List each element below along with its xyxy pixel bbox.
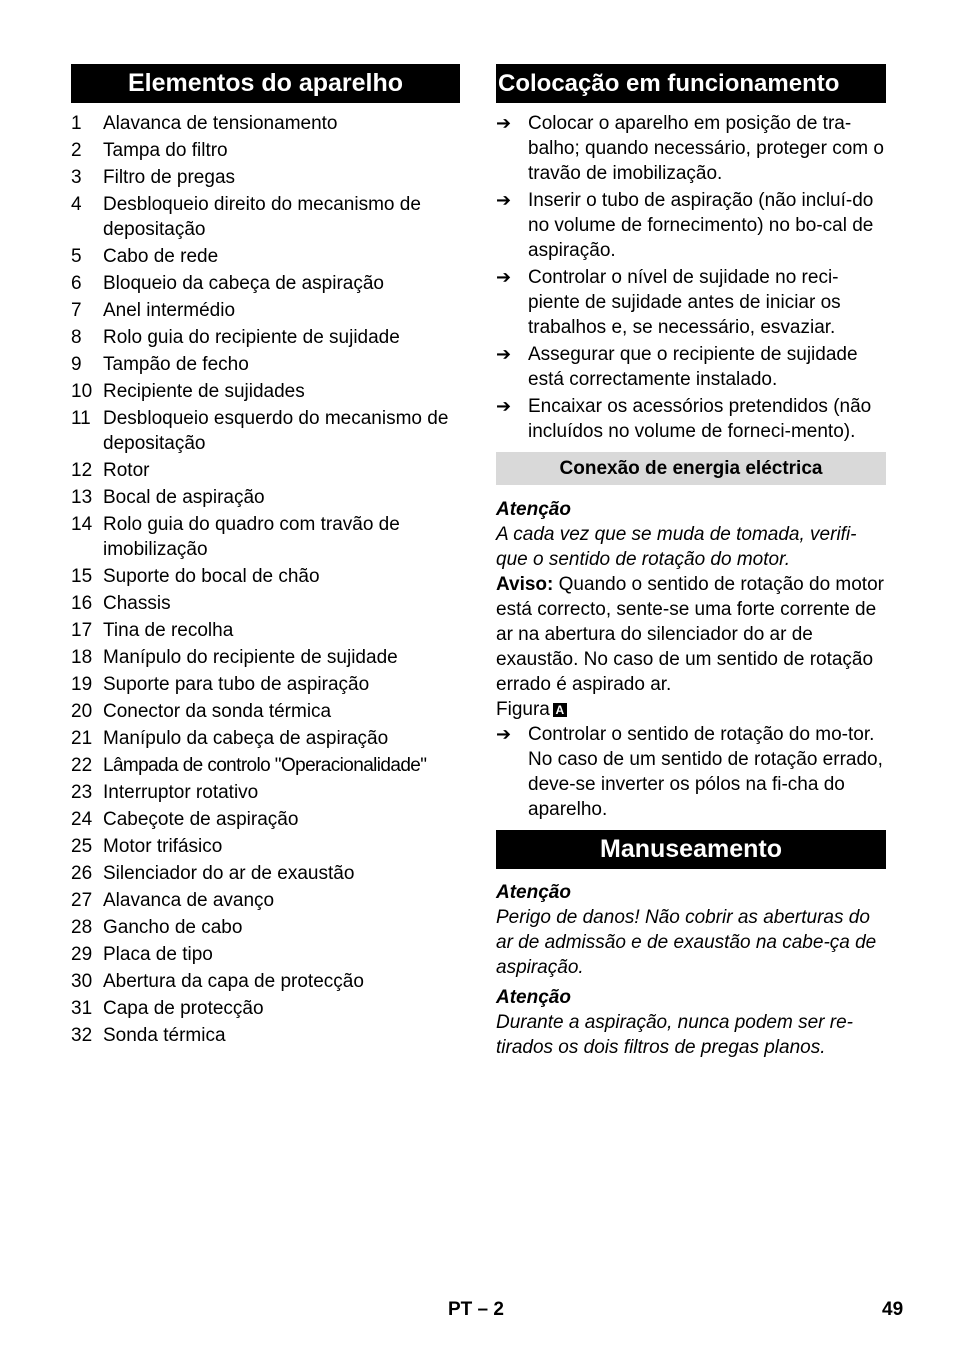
list-item bbox=[71, 1023, 460, 1048]
item-text: Anel intermédio bbox=[103, 300, 236, 321]
parts-list bbox=[71, 111, 460, 1048]
figura-line bbox=[496, 697, 886, 722]
item-number: 3 bbox=[71, 167, 82, 188]
item-number: 21 bbox=[71, 728, 93, 749]
heading-colocacao: Colocação em funcionamento bbox=[496, 64, 886, 103]
item-text: Cabo de rede bbox=[103, 246, 219, 267]
item-number: 30 bbox=[71, 971, 93, 992]
item-text: Manípulo da cabeça de aspiração bbox=[103, 728, 389, 749]
item-text: Interruptor rotativo bbox=[103, 782, 259, 803]
setup-steps bbox=[496, 111, 886, 444]
step-text: Controlar o sentido de rotação do mo-tor. No caso de um sentido de rotação errado, deve-se inverter os pólos na fi-cha do aparelho. bbox=[528, 724, 883, 820]
attention-text: Perigo de danos! Não cobrir as aberturas do ar de admissão e de exaustão na cabe-ça de aspiração. bbox=[496, 907, 877, 978]
list-item bbox=[71, 244, 460, 269]
list-item bbox=[71, 111, 460, 136]
item-text: Bocal de aspiração bbox=[103, 487, 265, 508]
item-text: Manípulo do recipiente de sujidade bbox=[103, 647, 398, 668]
list-item bbox=[71, 406, 460, 456]
list-item bbox=[71, 138, 460, 163]
item-number: 20 bbox=[71, 701, 93, 722]
aviso-text: Quando o sentido de rotação do motor está correcto, sente-se uma forte corrente de ar na abertura do silenciador do ar de exaustão. No caso de um sentido de rotação errado é aspirado ar. bbox=[496, 574, 884, 695]
item-text: Alavanca de avanço bbox=[103, 890, 275, 911]
list-item bbox=[71, 807, 460, 832]
item-text: Tampão de fecho bbox=[103, 354, 249, 375]
item-text: Desbloqueio direito do mecanismo de depositação bbox=[103, 194, 421, 240]
list-item bbox=[71, 861, 460, 886]
item-text: Motor trifásico bbox=[103, 836, 223, 857]
item-number: 22 bbox=[71, 755, 93, 776]
item-number: 25 bbox=[71, 836, 93, 857]
item-number: 8 bbox=[71, 327, 82, 348]
item-text: Recipiente de sujidades bbox=[103, 381, 305, 402]
item-text: Sonda térmica bbox=[103, 1025, 226, 1046]
item-text: Rolo guia do recipiente de sujidade bbox=[103, 327, 400, 348]
step-item bbox=[496, 111, 886, 186]
item-number: 1 bbox=[71, 113, 82, 134]
list-item bbox=[71, 888, 460, 913]
item-number: 24 bbox=[71, 809, 93, 830]
attention-text: A cada vez que se muda de tomada, verifi-que o sentido de rotação do motor. bbox=[496, 524, 857, 570]
item-text: Conector da sonda térmica bbox=[103, 701, 332, 722]
step-text: Controlar o nível de sujidade no reci-piente de sujidade antes de iniciar os trabalhos e, se necessário, esvaziar. bbox=[528, 267, 841, 338]
item-text: Lâmpada de controlo "Operacionalidade" bbox=[103, 755, 427, 776]
step-item bbox=[496, 188, 886, 263]
list-item bbox=[71, 996, 460, 1021]
arrow-icon: ➔ bbox=[496, 267, 512, 287]
item-number: 9 bbox=[71, 354, 82, 375]
arrow-icon: ➔ bbox=[496, 724, 512, 744]
item-number: 28 bbox=[71, 917, 93, 938]
item-number: 7 bbox=[71, 300, 82, 321]
attention-label: Atenção bbox=[496, 882, 571, 903]
left-column bbox=[71, 64, 460, 1050]
figure-ref-icon: A bbox=[553, 703, 567, 717]
heading-manuseamento: Manuseamento bbox=[496, 830, 886, 869]
list-item bbox=[71, 192, 460, 242]
item-number: 26 bbox=[71, 863, 93, 884]
list-item bbox=[71, 780, 460, 805]
item-text: Tina de recolha bbox=[103, 620, 234, 641]
item-number: 11 bbox=[71, 408, 91, 429]
list-item bbox=[71, 672, 460, 697]
item-number: 14 bbox=[71, 514, 93, 535]
list-item bbox=[71, 969, 460, 994]
list-item bbox=[71, 271, 460, 296]
arrow-icon: ➔ bbox=[496, 344, 512, 364]
right-column bbox=[496, 64, 886, 1060]
list-item bbox=[71, 352, 460, 377]
item-number: 2 bbox=[71, 140, 82, 161]
item-number: 17 bbox=[71, 620, 93, 641]
item-text: Capa de protecção bbox=[103, 998, 264, 1019]
item-number: 16 bbox=[71, 593, 93, 614]
heading-conexao: Conexão de energia eléctrica bbox=[496, 452, 886, 485]
list-item bbox=[71, 753, 460, 778]
item-text: Bloqueio da cabeça de aspiração bbox=[103, 273, 384, 294]
list-item bbox=[71, 942, 460, 967]
item-number: 23 bbox=[71, 782, 93, 803]
item-text: Chassis bbox=[103, 593, 171, 614]
step-rotation bbox=[496, 722, 886, 822]
item-number: 27 bbox=[71, 890, 93, 911]
item-number: 31 bbox=[71, 998, 93, 1019]
step-item bbox=[496, 265, 886, 340]
list-item bbox=[71, 298, 460, 323]
item-number: 10 bbox=[71, 381, 93, 402]
list-item bbox=[71, 325, 460, 350]
arrow-icon: ➔ bbox=[496, 396, 512, 416]
step-item bbox=[496, 394, 886, 444]
aviso-paragraph bbox=[496, 572, 886, 697]
attention-label: Atenção bbox=[496, 987, 571, 1008]
list-item bbox=[71, 512, 460, 562]
item-text: Tampa do filtro bbox=[103, 140, 228, 161]
list-item bbox=[71, 591, 460, 616]
item-text: Alavanca de tensionamento bbox=[103, 113, 338, 134]
item-number: 32 bbox=[71, 1025, 93, 1046]
item-text: Gancho de cabo bbox=[103, 917, 243, 938]
attention-label: Atenção bbox=[496, 499, 571, 520]
arrow-icon: ➔ bbox=[496, 113, 512, 133]
item-number: 6 bbox=[71, 273, 82, 294]
footer-section: PT – 2 bbox=[448, 1299, 504, 1320]
list-item bbox=[71, 379, 460, 404]
item-text: Suporte do bocal de chão bbox=[103, 566, 320, 587]
item-text: Placa de tipo bbox=[103, 944, 213, 965]
step-text: Assegurar que o recipiente de sujidade está correctamente instalado. bbox=[528, 344, 858, 390]
item-text: Desbloqueio esquerdo do mecanismo de depositação bbox=[103, 408, 449, 454]
list-item bbox=[71, 699, 460, 724]
figura-label: Figura bbox=[496, 699, 550, 720]
item-text: Filtro de pregas bbox=[103, 167, 236, 188]
arrow-icon: ➔ bbox=[496, 190, 512, 210]
item-number: 5 bbox=[71, 246, 82, 267]
list-item bbox=[71, 645, 460, 670]
item-number: 29 bbox=[71, 944, 93, 965]
step-text: Colocar o aparelho em posição de tra- balho; quando necessário, proteger com o travão de imobilização. bbox=[528, 113, 884, 184]
heading-elementos: Elementos do aparelho bbox=[71, 64, 460, 103]
list-item bbox=[71, 618, 460, 643]
page-number: 49 bbox=[882, 1299, 904, 1320]
list-item bbox=[71, 485, 460, 510]
step-text: Encaixar os acessórios pretendidos (não incluídos no volume de forneci-mento). bbox=[528, 396, 872, 442]
item-number: 19 bbox=[71, 674, 93, 695]
attention-text: Durante a aspiração, nunca podem ser re-tirados os dois filtros de pregas planos. bbox=[496, 1012, 853, 1058]
item-text: Rotor bbox=[103, 460, 150, 481]
list-item bbox=[71, 564, 460, 589]
step-text: Inserir o tubo de aspiração (não incluí-do no volume de fornecimento) no bo-cal de aspiração. bbox=[528, 190, 874, 261]
item-number: 4 bbox=[71, 194, 82, 215]
item-number: 18 bbox=[71, 647, 93, 668]
list-item bbox=[71, 165, 460, 190]
list-item bbox=[71, 915, 460, 940]
item-text: Cabeçote de aspiração bbox=[103, 809, 299, 830]
item-text: Silenciador do ar de exaustão bbox=[103, 863, 355, 884]
item-text: Suporte para tubo de aspiração bbox=[103, 674, 370, 695]
list-item bbox=[71, 726, 460, 751]
step-item bbox=[496, 342, 886, 392]
list-item bbox=[71, 458, 460, 483]
aviso-label: Aviso: bbox=[496, 574, 554, 595]
item-number: 15 bbox=[71, 566, 93, 587]
item-text: Rolo guia do quadro com travão de imobilização bbox=[103, 514, 400, 560]
item-number: 13 bbox=[71, 487, 93, 508]
item-number: 12 bbox=[71, 460, 93, 481]
list-item bbox=[71, 834, 460, 859]
item-text: Abertura da capa de protecção bbox=[103, 971, 364, 992]
